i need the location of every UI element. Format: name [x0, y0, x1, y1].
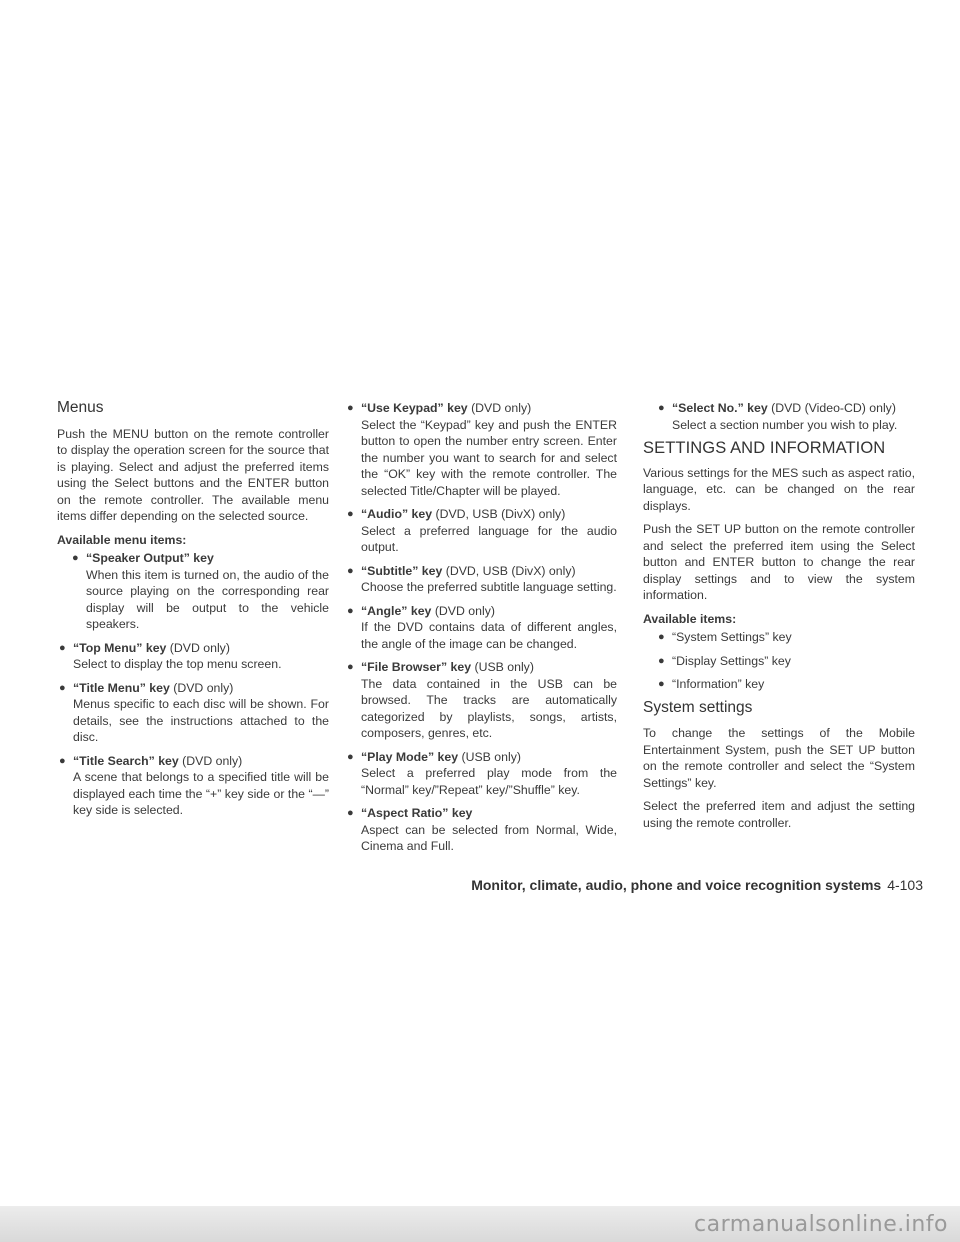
- item-note: (DVD only): [169, 640, 230, 655]
- item-key: “Audio” key: [361, 507, 433, 521]
- settings-item-display: [656, 653, 915, 670]
- bullet-icon: ●: [347, 564, 354, 577]
- settings-para-2: Push the SET UP button on the remote controller and select the preferred item using the Select button and ENTER button to change the rear display settings and to view the system information.: [643, 522, 915, 602]
- system-settings-para-1: To change the settings of the Mobile Entertainment System, push the SET UP button on the remote controller and select the “System Settings” key.: [643, 726, 915, 790]
- bullet-icon: ●: [347, 750, 354, 763]
- available-items-label: Available items:: [643, 611, 737, 626]
- item-note: (DVD (Video-CD) only): [771, 401, 896, 415]
- item-desc: Select to display the top menu screen.: [73, 657, 282, 671]
- item-note: (DVD only): [471, 401, 532, 415]
- item-key: “Subtitle” key: [361, 563, 443, 578]
- bullet-icon: ●: [347, 604, 354, 617]
- item-key: “Aspect Ratio” key: [361, 806, 473, 820]
- bullet-icon: ●: [658, 678, 665, 690]
- column-2: [345, 400, 617, 862]
- system-settings-para-2: Select the preferred item and adjust the setting using the remote controller.: [643, 799, 915, 830]
- item-key: “Select No.” key: [672, 401, 768, 415]
- menu-item-file-browser: [345, 659, 617, 742]
- item-desc: Select a preferred language for the audio output.: [361, 523, 617, 554]
- item-text: “Information” key: [672, 677, 765, 691]
- bullet-icon: ●: [658, 631, 665, 643]
- bullet-icon: ●: [347, 661, 354, 673]
- menu-item-title-search: [57, 753, 329, 819]
- item-key: “Angle” key: [361, 603, 432, 618]
- item-text: “System Settings” key: [672, 630, 792, 644]
- item-note: (DVD, USB (DivX) only): [435, 507, 566, 521]
- watermark: carmanualsonline.info: [0, 1206, 960, 1242]
- menu-item-title-menu: [57, 680, 329, 746]
- item-note: (DVD only): [173, 680, 234, 695]
- menu-item-speaker-output: [70, 550, 329, 633]
- bullet-icon: ●: [59, 641, 66, 654]
- bullet-icon: ●: [59, 681, 66, 694]
- item-desc: The data contained in the USB can be browsed. The tracks are automatically categorized by playlists, songs, artists, composers, genres, etc.: [361, 676, 617, 740]
- item-desc: Choose the preferred subtitle language setting.: [361, 580, 617, 594]
- item-desc: Select the “Keypad” key and push the ENTER button to open the number entry screen. Enter the number you want to search for and select the “OK” key with the remote controller. The selected Title/Chapter will be played.: [361, 417, 617, 498]
- bullet-icon: ●: [59, 754, 66, 767]
- item-desc: Aspect can be selected from Normal, Wide, Cinema and Full.: [361, 822, 617, 853]
- settings-para-1: Various settings for the MES such as aspect ratio, language, etc. can be changed on the rear displays.: [643, 465, 915, 513]
- item-note: (DVD only): [182, 753, 243, 768]
- menu-item-top-menu: [57, 640, 329, 673]
- settings-item-system: [656, 629, 915, 646]
- item-key: “Play Mode” key: [361, 749, 459, 764]
- menu-item-audio: [345, 506, 617, 556]
- item-desc: A scene that belongs to a specified title will be displayed each time the “+” key side or the “—” key side is selected.: [73, 770, 329, 817]
- bullet-icon: ●: [72, 552, 79, 564]
- item-key: “File Browser” key: [361, 660, 472, 674]
- system-settings-heading: System settings: [643, 698, 753, 716]
- item-desc: When this item is turned on, the audio of the source playing on the corresponding rear display will be output to the vehicle speakers.: [86, 567, 329, 631]
- item-note: (USB only): [474, 660, 534, 674]
- menu-item-angle: [345, 603, 617, 653]
- menu-item-use-keypad: [345, 400, 617, 499]
- menus-heading: Menus: [57, 399, 104, 416]
- menu-item-select-no: [656, 400, 915, 433]
- bullet-icon: ●: [347, 807, 354, 819]
- item-desc: Select a section number you wish to play.: [672, 417, 898, 432]
- item-desc: If the DVD contains data of different angles, the angle of the image can be changed.: [361, 620, 617, 651]
- item-key: “Title Menu” key: [73, 680, 170, 695]
- bullet-icon: ●: [347, 508, 354, 520]
- settings-heading: SETTINGS AND INFORMATION: [643, 439, 886, 457]
- menus-intro: Push the MENU button on the remote controller to display the operation screen for the source that is playing. Select and adjust the preferred items using the Select buttons and the ENTER button on the remote controller. The available menu items differ depending on the selected source.: [57, 426, 329, 523]
- column-1: [57, 400, 329, 826]
- item-key: “Speaker Output” key: [86, 551, 214, 565]
- item-desc: Menus specific to each disc will be shown. For details, see the instructions attached to the disc.: [73, 697, 329, 744]
- page-number: 4-103: [887, 877, 923, 893]
- footer-title: Monitor, climate, audio, phone and voice recognition systems: [471, 877, 882, 893]
- menu-item-aspect-ratio: [345, 805, 617, 855]
- item-key: “Top Menu” key: [73, 640, 167, 655]
- available-menu-items-label: Available menu items:: [57, 532, 187, 547]
- item-note: (DVD only): [434, 603, 495, 618]
- bullet-icon: ●: [658, 654, 665, 667]
- item-note: (USB only): [461, 749, 521, 764]
- menu-item-subtitle: [345, 563, 617, 596]
- item-desc: Select a preferred play mode from the “Normal” key/”Repeat” key/”Shuffle” key.: [361, 766, 617, 797]
- item-note: (DVD, USB (DivX) only): [445, 563, 576, 578]
- bullet-icon: ●: [347, 402, 354, 414]
- settings-item-information: [656, 676, 915, 693]
- menu-item-play-mode: [345, 749, 617, 799]
- item-key: “Title Search” key: [73, 753, 179, 768]
- column-3: [643, 400, 915, 838]
- page-footer: [471, 877, 923, 893]
- bullet-icon: ●: [658, 402, 665, 414]
- item-key: “Use Keypad” key: [361, 401, 468, 415]
- item-text: “Display Settings” key: [672, 653, 791, 668]
